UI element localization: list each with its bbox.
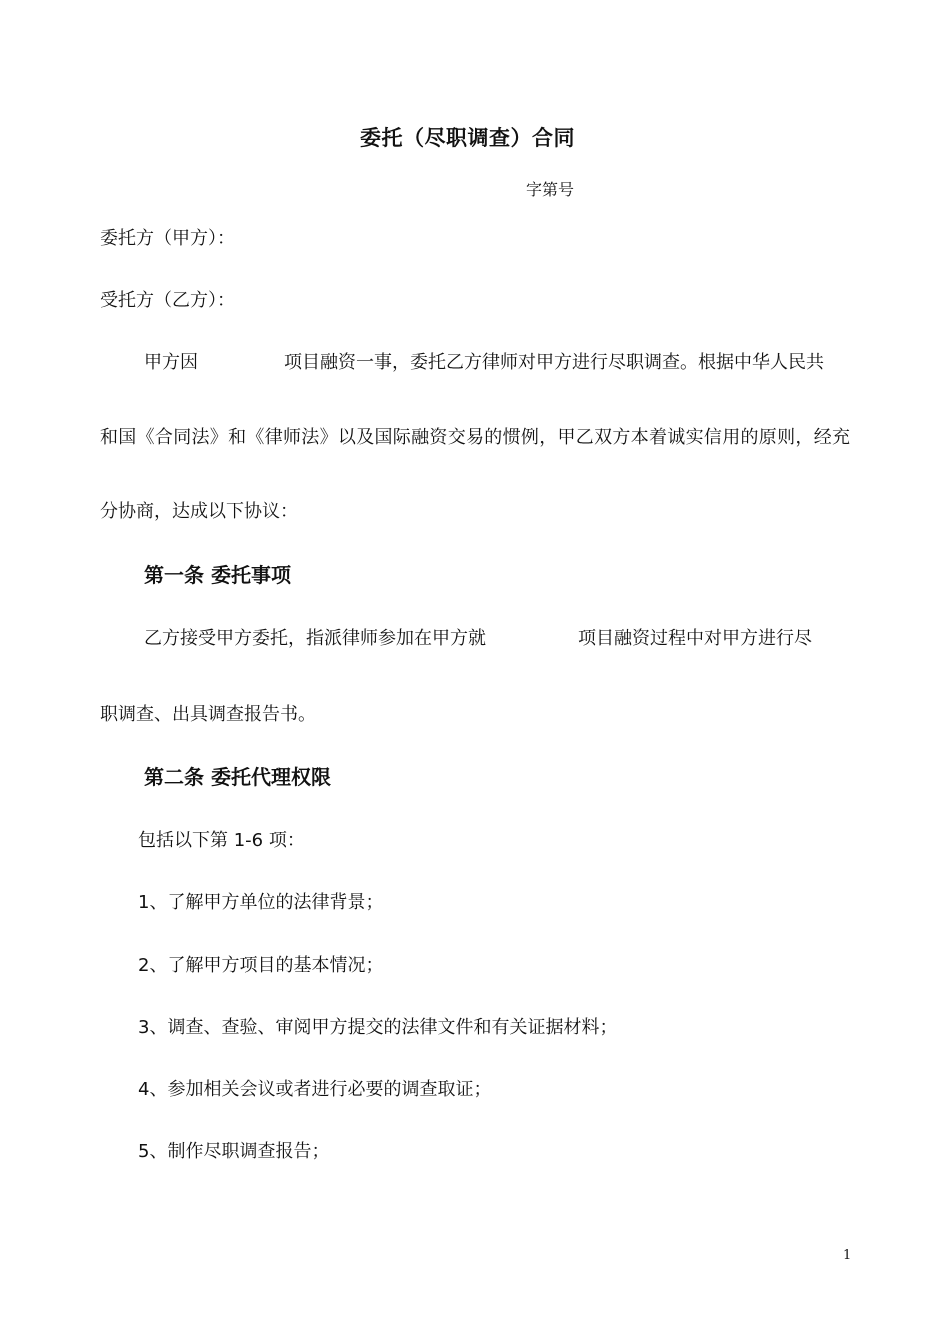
article-2-heading: 第二条 委托代理权限: [144, 765, 331, 789]
article-1-line-1-prefix: 乙方接受甲方委托，指派律师参加在甲方就: [144, 628, 486, 649]
intro-line-1-prefix: 甲方因: [144, 352, 198, 373]
intro-line-2: 和国《合同法》和《律师法》以及国际融资交易的惯例，甲乙双方本着诚实信用的原则，经充: [100, 427, 850, 448]
article-2-item: 1、了解甲方单位的法律背景；: [138, 892, 384, 913]
party-a-label: 委托方（甲方）：: [100, 228, 235, 249]
article-1-line-1: [144, 627, 812, 651]
document-number: 字第号: [526, 180, 575, 199]
intro-line-1: [144, 351, 824, 375]
page-number: 1: [843, 1248, 852, 1263]
article-2-item: 4、参加相关会议或者进行必要的调查取证；: [138, 1079, 492, 1100]
intro-line-1-suffix: 项目融资一事，委托乙方律师对甲方进行尽职调查。根据中华人民共: [284, 352, 824, 373]
article-1-heading: 第一条 委托事项: [144, 563, 291, 587]
article-1-line-2: 职调查、出具调查报告书。: [100, 704, 316, 725]
article-2-intro: 包括以下第 1-6 项：: [138, 830, 305, 851]
article-2-item: 5、制作尽职调查报告；: [138, 1141, 330, 1162]
intro-line-3: 分协商，达成以下协议：: [100, 501, 298, 522]
document-title: 委托（尽职调查）合同: [360, 126, 575, 150]
article-1-line-1-suffix: 项目融资过程中对甲方进行尽: [578, 628, 812, 649]
party-b-label: 受托方（乙方）：: [100, 290, 235, 311]
article-2-item: 3、调查、查验、审阅甲方提交的法律文件和有关证据材料；: [138, 1017, 618, 1038]
article-2-item: 2、了解甲方项目的基本情况；: [138, 955, 384, 976]
